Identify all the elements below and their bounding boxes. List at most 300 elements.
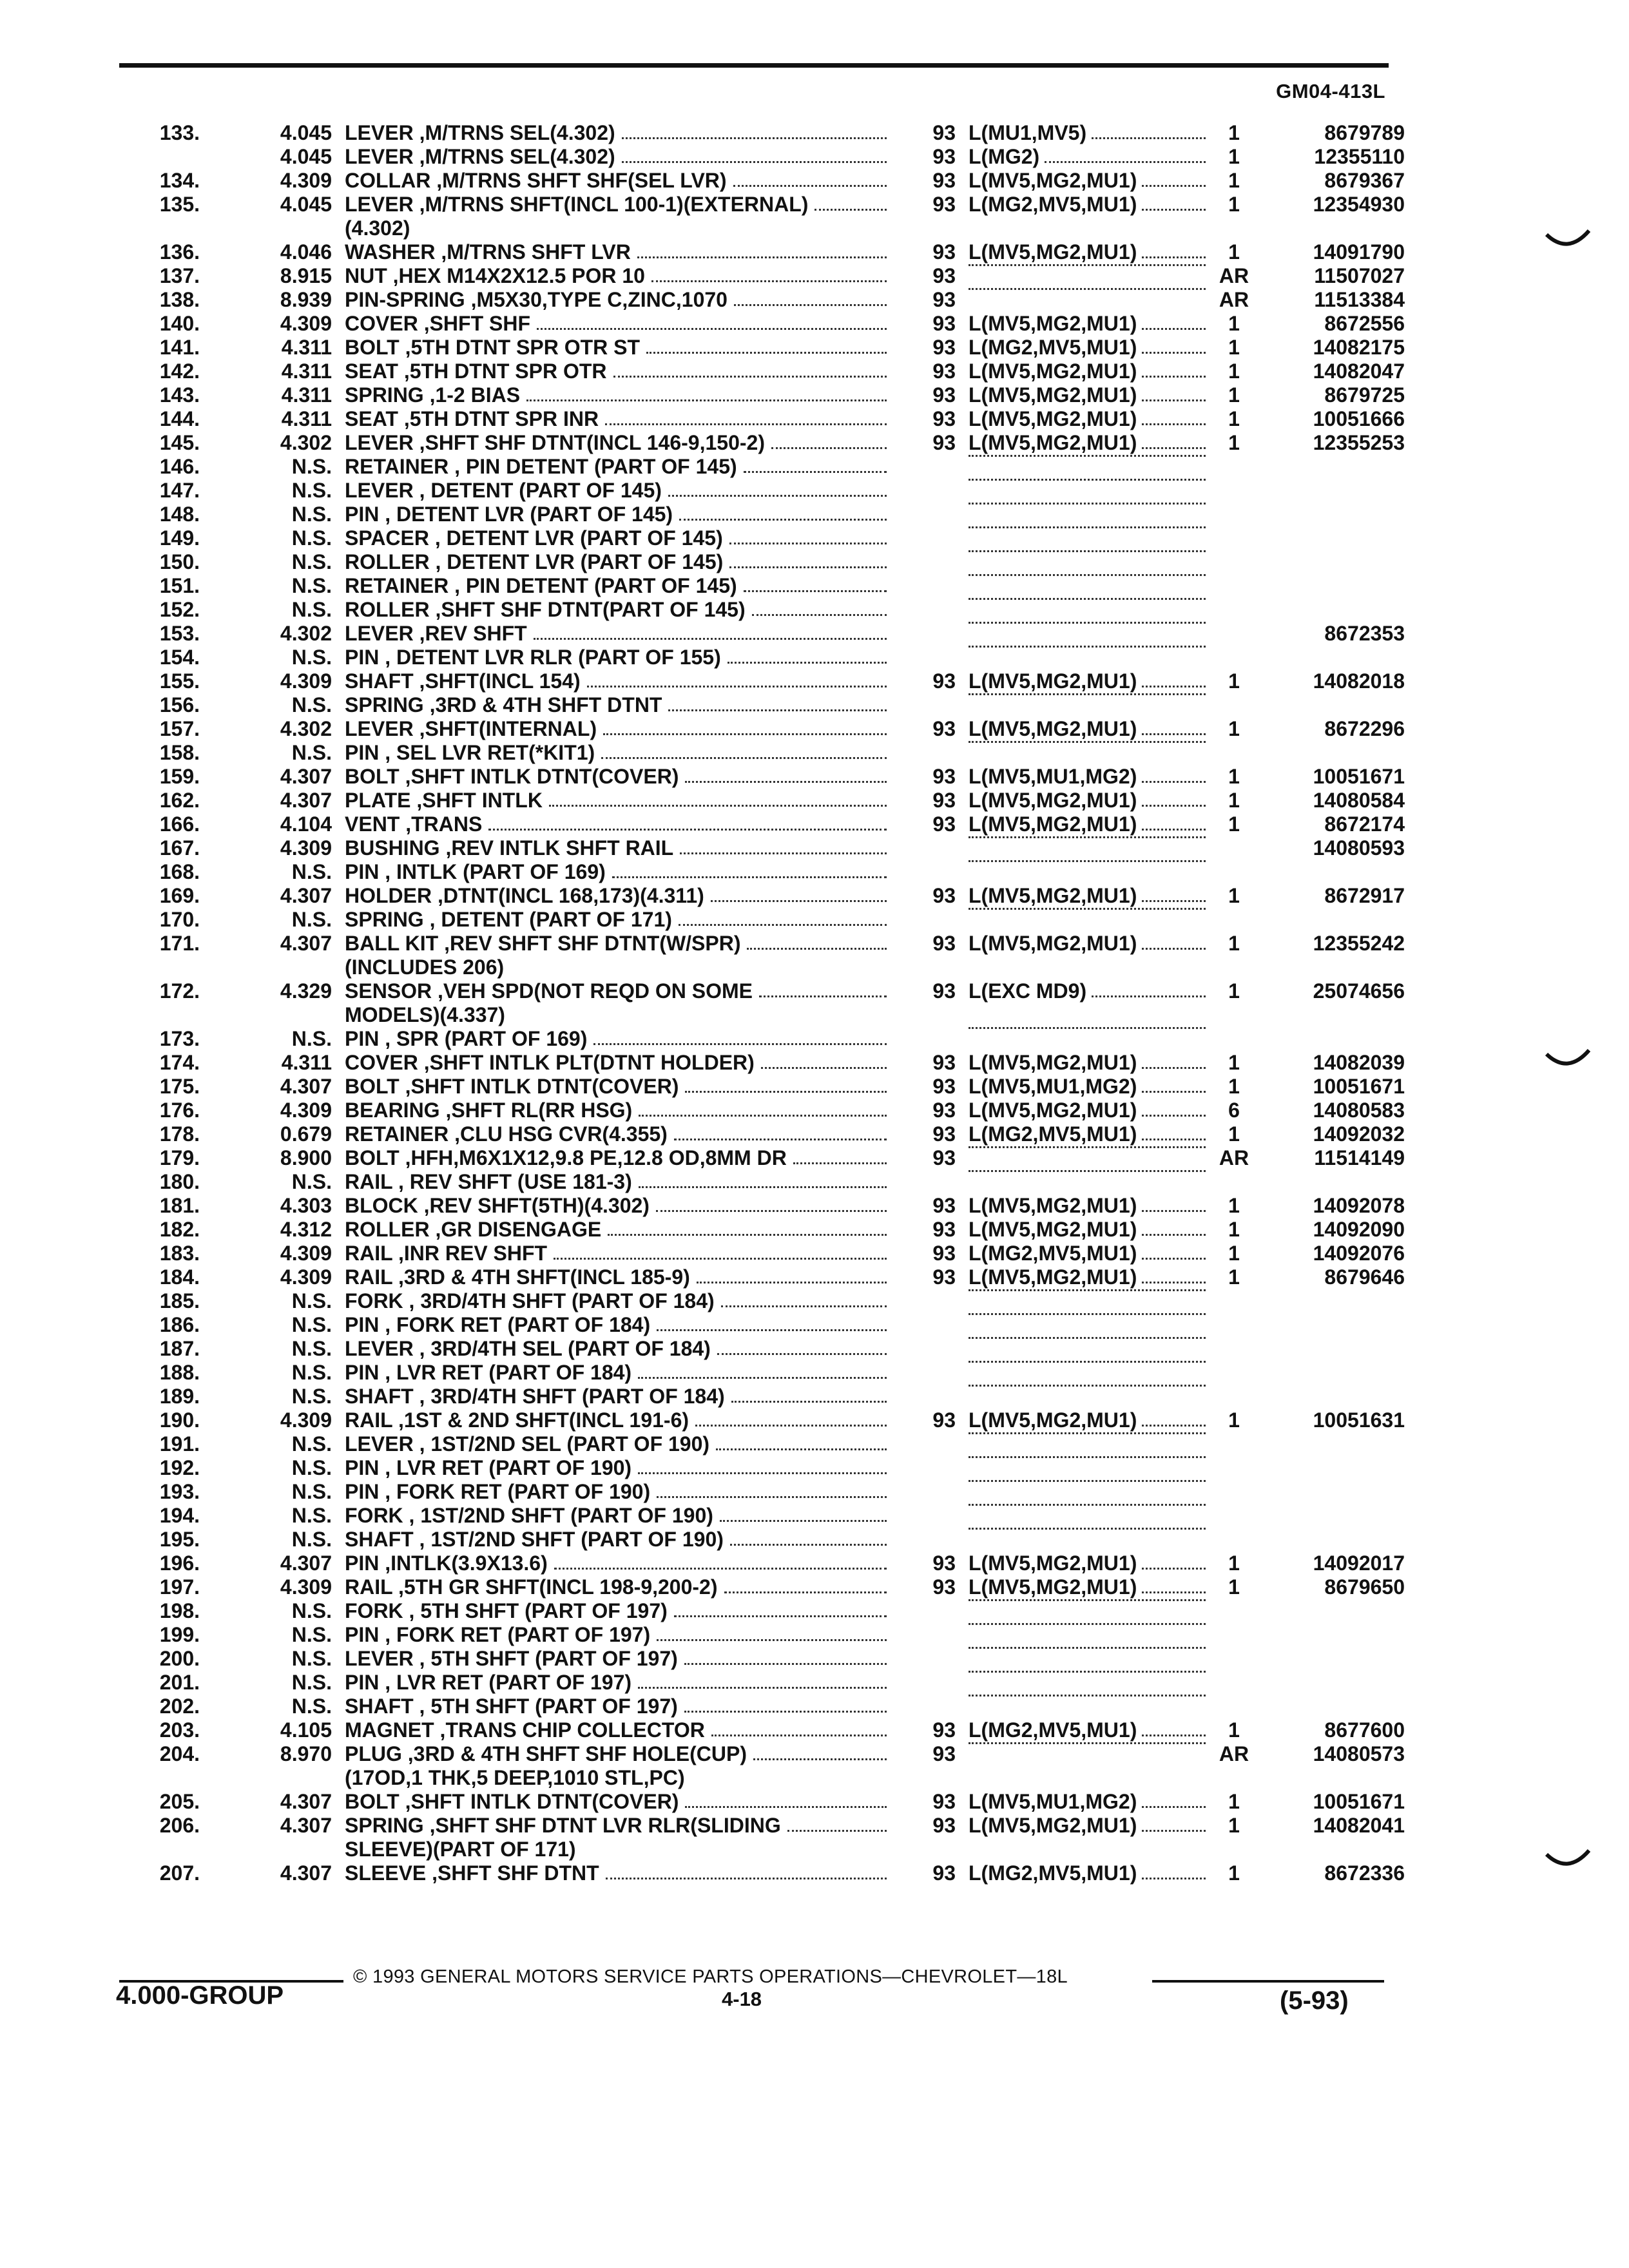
usage-code: L(MV5,MG2,MU1) <box>969 1575 1137 1599</box>
group-number: 4.045 <box>280 121 332 144</box>
group-number: N.S. <box>291 646 332 669</box>
quantity: 1 <box>1228 1790 1240 1813</box>
dot-leader <box>969 836 1206 838</box>
quantity: 1 <box>1228 1408 1240 1432</box>
part-number: 14092017 <box>1313 1552 1405 1575</box>
model-year: 93 <box>932 1861 956 1885</box>
group-number: N.S. <box>291 1480 332 1503</box>
model-year: 93 <box>932 1265 956 1289</box>
usage-code: L(MV5,MU1,MG2) <box>969 765 1137 788</box>
model-year: 93 <box>932 336 956 359</box>
group-number: 4.307 <box>280 932 332 955</box>
part-number: 8672917 <box>1324 884 1405 907</box>
usage-cell <box>956 479 1208 503</box>
table-row <box>97 550 1405 574</box>
quantity: 1 <box>1228 1861 1240 1885</box>
model-year <box>894 646 956 669</box>
dot-leader <box>657 1496 887 1498</box>
dot-leader <box>759 995 887 997</box>
part-number: 14082041 <box>1313 1814 1405 1837</box>
quantity <box>1208 908 1260 932</box>
ref-number: 150. <box>159 550 200 573</box>
usage-cell <box>956 121 1208 145</box>
model-year <box>894 1695 956 1718</box>
parts-table <box>97 121 1405 1885</box>
description-cell <box>332 1790 894 1814</box>
usage-cell <box>956 860 1208 884</box>
model-year <box>894 622 956 646</box>
description-cell <box>332 169 894 193</box>
ref-number: 194. <box>159 1504 200 1527</box>
model-year <box>894 741 956 765</box>
part-number: 11507027 <box>1314 264 1405 287</box>
part-number <box>1260 860 1405 884</box>
part-number: 14092090 <box>1313 1218 1405 1241</box>
dot-leader <box>679 924 887 926</box>
quantity <box>1208 1599 1260 1623</box>
usage-code: L(MG2,MV5,MU1) <box>969 1122 1137 1146</box>
usage-code: L(MG2,MV5,MU1) <box>969 193 1137 216</box>
group-number: 4.303 <box>280 1194 332 1217</box>
part-number: 8677600 <box>1324 1718 1405 1742</box>
quantity <box>1208 1504 1260 1528</box>
header-rule <box>119 63 1389 68</box>
dot-leader <box>969 1623 1206 1625</box>
ref-number: 173. <box>159 1027 200 1050</box>
ref-number: 134. <box>159 169 200 192</box>
part-number <box>1260 693 1405 717</box>
description-continued: MODELS)(4.337) <box>345 1003 505 1026</box>
ref-number: 191. <box>159 1432 200 1456</box>
dot-leader <box>488 829 887 831</box>
dot-leader <box>651 280 887 282</box>
group-number: 4.311 <box>281 336 332 359</box>
table-row <box>97 264 1405 288</box>
table-row <box>97 526 1405 550</box>
ref-number: 183. <box>159 1242 200 1265</box>
ref-number: 151. <box>159 574 200 597</box>
dot-leader <box>668 495 887 497</box>
model-year: 93 <box>932 812 956 836</box>
group-number: 4.046 <box>280 240 332 264</box>
quantity: 1 <box>1228 1075 1240 1098</box>
description-cell <box>332 407 894 431</box>
description-cell <box>332 1313 894 1337</box>
group-number: 4.307 <box>280 884 332 907</box>
ref-number: 169. <box>159 884 200 907</box>
table-row <box>97 169 1405 193</box>
table-row <box>97 574 1405 598</box>
usage-cell <box>956 1432 1208 1456</box>
description: COLLAR ,M/TRNS SHFT SHF(SEL LVR) <box>345 169 727 192</box>
table-row <box>97 383 1405 407</box>
part-number: 10051671 <box>1313 765 1405 788</box>
description-cell <box>332 1289 894 1313</box>
ref-number: 136. <box>159 240 200 264</box>
description-cell <box>332 693 894 717</box>
ref-number: 180. <box>159 1170 200 1193</box>
model-year: 93 <box>932 884 956 907</box>
quantity <box>1208 1480 1260 1504</box>
model-year: 93 <box>932 1194 956 1217</box>
model-year: 93 <box>932 288 956 311</box>
ref-number: 145. <box>159 431 200 454</box>
quantity: 1 <box>1228 169 1240 192</box>
ref-number: 148. <box>159 503 200 526</box>
dot-leader <box>554 1258 887 1260</box>
description-cell <box>332 312 894 336</box>
table-row <box>97 1814 1405 1861</box>
ref-number: 168. <box>159 860 200 883</box>
usage-cell <box>956 1027 1208 1051</box>
group-number: N.S. <box>291 1695 332 1718</box>
usage-code: L(MV5,MG2,MU1) <box>969 383 1137 407</box>
dot-leader <box>668 709 887 711</box>
group-number: 4.311 <box>281 1051 332 1074</box>
usage-cell <box>956 979 1208 1027</box>
table-row <box>97 455 1405 479</box>
table-row <box>97 121 1405 145</box>
part-number <box>1260 1170 1405 1194</box>
dot-leader <box>969 598 1206 600</box>
table-row <box>97 1647 1405 1671</box>
usage-code: L(MV5,MG2,MU1) <box>969 312 1137 335</box>
ref-number: 166. <box>159 812 200 836</box>
description: BALL KIT ,REV SHFT SHF DTNT(W/SPR) <box>345 932 741 955</box>
group-number: N.S. <box>291 1599 332 1622</box>
dot-leader <box>601 757 887 759</box>
table-row <box>97 1528 1405 1552</box>
ref-number: 156. <box>159 693 200 716</box>
quantity <box>1208 1289 1260 1313</box>
group-number: 8.939 <box>280 288 332 311</box>
description-cell <box>332 1528 894 1552</box>
usage-cell <box>956 1218 1208 1242</box>
description-cell <box>332 1861 894 1885</box>
description-cell <box>332 1695 894 1718</box>
usage-cell <box>956 1504 1208 1528</box>
description: FORK , 5TH SHFT (PART OF 197) <box>345 1599 668 1622</box>
description-cell <box>332 1361 894 1385</box>
dot-leader <box>730 1544 887 1546</box>
group-number: 4.309 <box>280 312 332 335</box>
dot-leader <box>554 1568 887 1570</box>
description-cell <box>332 1432 894 1456</box>
table-row <box>97 1099 1405 1122</box>
ref-number: 207. <box>159 1861 200 1885</box>
footer-group-label: 4.000-GROUP <box>116 1981 284 2010</box>
model-year <box>894 1170 956 1194</box>
description: BOLT ,5TH DTNT SPR OTR ST <box>345 336 641 359</box>
model-year: 93 <box>932 1718 956 1742</box>
binder-mark-icon <box>1545 1049 1590 1075</box>
description: PLUG ,3RD & 4TH SHFT SHF HOLE(CUP) <box>345 1742 747 1765</box>
dot-leader <box>1142 1282 1206 1283</box>
description-cell <box>332 574 894 598</box>
description: SPRING ,SHFT SHF DTNT LVR RLR(SLIDING <box>345 1814 781 1837</box>
part-number: 12354930 <box>1313 193 1405 216</box>
quantity <box>1208 646 1260 669</box>
dot-leader <box>1092 137 1206 139</box>
model-year: 93 <box>932 431 956 454</box>
table-row <box>97 1242 1405 1265</box>
table-row <box>97 145 1405 169</box>
model-year: 93 <box>932 789 956 812</box>
dot-leader <box>724 1591 887 1593</box>
ref-number: 195. <box>159 1528 200 1551</box>
description-continued: (17OD,1 THK,5 DEEP,1010 STL,PC) <box>345 1766 685 1789</box>
quantity: 1 <box>1228 431 1240 454</box>
dot-leader <box>744 471 887 473</box>
group-number: N.S. <box>291 574 332 597</box>
description: SPRING ,3RD & 4TH SHFT DTNT <box>345 693 662 716</box>
dot-leader <box>605 423 887 425</box>
table-row <box>97 360 1405 383</box>
usage-code: L(MV5,MG2,MU1) <box>969 407 1137 430</box>
group-number: 4.307 <box>280 1790 332 1813</box>
usage-code: L(MV5,MG2,MU1) <box>969 360 1137 383</box>
ref-number: 137. <box>159 264 200 287</box>
footer-date: (5-93) <box>1280 1986 1349 2015</box>
quantity: 1 <box>1228 145 1240 168</box>
part-number <box>1260 1671 1405 1695</box>
model-year: 93 <box>932 407 956 430</box>
table-row <box>97 1599 1405 1623</box>
dot-leader <box>1142 352 1206 354</box>
part-number: 8672353 <box>1324 622 1405 645</box>
model-year: 93 <box>932 169 956 192</box>
usage-code: L(MG2,MV5,MU1) <box>969 1861 1137 1885</box>
group-number: 4.302 <box>280 622 332 645</box>
ref-number: 153. <box>159 622 200 645</box>
description-cell <box>332 1408 894 1432</box>
description-cell <box>332 431 894 455</box>
group-number: 4.309 <box>280 1099 332 1122</box>
description-cell <box>332 336 894 360</box>
dot-leader <box>587 686 887 687</box>
model-year <box>894 1289 956 1313</box>
description: RAIL ,1ST & 2ND SHFT(INCL 191-6) <box>345 1408 689 1432</box>
description-cell <box>332 1575 894 1599</box>
quantity: 1 <box>1228 193 1240 216</box>
usage-cell <box>956 288 1208 312</box>
dot-leader <box>969 1170 1206 1172</box>
model-year: 93 <box>932 1099 956 1122</box>
ref-number: 197. <box>159 1575 200 1599</box>
model-year <box>894 1432 956 1456</box>
quantity: 1 <box>1228 336 1240 359</box>
usage-cell <box>956 598 1208 622</box>
dot-leader <box>969 860 1206 862</box>
group-number: N.S. <box>291 693 332 716</box>
dot-leader <box>711 1735 887 1736</box>
description-cell <box>332 121 894 145</box>
description-cell <box>332 1051 894 1075</box>
description: BUSHING ,REV INTLK SHFT RAIL <box>345 836 674 860</box>
part-number <box>1260 1313 1405 1337</box>
ref-number: 203. <box>159 1718 200 1742</box>
description: BOLT ,SHFT INTLK DTNT(COVER) <box>345 765 679 788</box>
part-number: 10051631 <box>1313 1408 1405 1432</box>
usage-cell <box>956 1313 1208 1337</box>
quantity: 1 <box>1228 717 1240 740</box>
usage-code: L(MV5,MG2,MU1) <box>969 812 1137 836</box>
footer-copyright: © 1993 GENERAL MOTORS SERVICE PARTS OPERATIONS—CHEVROLET—18L <box>353 1966 1068 1987</box>
group-number: N.S. <box>291 1361 332 1384</box>
ref-number: 196. <box>159 1552 200 1575</box>
ref-number: 141. <box>159 336 200 359</box>
quantity <box>1208 836 1260 860</box>
group-number: N.S. <box>291 1337 332 1360</box>
dot-leader <box>815 209 887 211</box>
table-row <box>97 1480 1405 1504</box>
dot-leader <box>1142 423 1206 425</box>
usage-cell <box>956 550 1208 574</box>
model-year: 93 <box>932 1742 956 1765</box>
usage-cell <box>956 1075 1208 1099</box>
ref-number: 178. <box>159 1122 200 1146</box>
table-row <box>97 622 1405 646</box>
usage-code: L(MV5,MG2,MU1) <box>969 669 1137 693</box>
dot-leader <box>549 805 887 807</box>
part-number: 11514149 <box>1314 1146 1405 1169</box>
quantity: 1 <box>1228 1194 1240 1217</box>
model-year: 93 <box>932 979 956 1003</box>
group-number: 4.309 <box>280 836 332 860</box>
model-year: 93 <box>932 360 956 383</box>
dot-leader <box>753 1758 887 1760</box>
ref-number: 146. <box>159 455 200 478</box>
ref-number: 184. <box>159 1265 200 1289</box>
quantity: 6 <box>1228 1099 1240 1122</box>
usage-cell <box>956 1647 1208 1671</box>
model-year <box>894 455 956 479</box>
description: BLOCK ,REV SHFT(5TH)(4.302) <box>345 1194 650 1217</box>
quantity <box>1208 1671 1260 1695</box>
dot-leader <box>729 566 887 568</box>
part-number <box>1260 1623 1405 1647</box>
group-number: 4.104 <box>280 812 332 836</box>
dot-leader <box>969 1480 1206 1482</box>
ref-number: 193. <box>159 1480 200 1503</box>
group-number: 4.329 <box>280 979 332 1003</box>
dot-leader <box>684 1663 887 1665</box>
usage-cell <box>956 503 1208 526</box>
part-number: 8679725 <box>1324 383 1405 407</box>
description-cell <box>332 884 894 908</box>
group-number: N.S. <box>291 1504 332 1527</box>
quantity: AR <box>1219 1146 1249 1169</box>
dot-leader <box>1142 1878 1206 1879</box>
table-row <box>97 1170 1405 1194</box>
part-number: 10051671 <box>1313 1075 1405 1098</box>
description-cell <box>332 908 894 932</box>
dot-leader <box>656 1210 887 1212</box>
group-number: N.S. <box>291 1170 332 1193</box>
model-year <box>894 860 956 884</box>
quantity: 1 <box>1228 789 1240 812</box>
usage-cell <box>956 1552 1208 1575</box>
description-cell <box>332 288 894 312</box>
description-cell <box>332 765 894 789</box>
group-number: 4.307 <box>280 789 332 812</box>
dot-leader <box>608 1234 887 1236</box>
description: SENSOR ,VEH SPD(NOT REQD ON SOME <box>345 979 753 1003</box>
quantity <box>1208 860 1260 884</box>
description: SHAFT , 3RD/4TH SHFT (PART OF 184) <box>345 1385 725 1408</box>
description: SEAT ,5TH DTNT SPR OTR <box>345 360 607 383</box>
quantity <box>1208 526 1260 550</box>
model-year: 93 <box>932 383 956 407</box>
model-year <box>894 1456 956 1480</box>
ref-number: 140. <box>159 312 200 335</box>
part-number <box>1260 1647 1405 1671</box>
group-number: N.S. <box>291 1456 332 1479</box>
description: LEVER ,M/TRNS SEL(4.302) <box>345 145 615 168</box>
usage-cell <box>956 383 1208 407</box>
group-number: 4.311 <box>281 383 332 407</box>
description: NUT ,HEX M14X2X12.5 POR 10 <box>345 264 645 287</box>
usage-cell <box>956 1337 1208 1361</box>
dot-leader <box>1142 1115 1206 1117</box>
quantity <box>1208 503 1260 526</box>
description: SPACER , DETENT LVR (PART OF 145) <box>345 526 723 550</box>
description-cell <box>332 669 894 693</box>
usage-cell <box>956 765 1208 789</box>
group-number: 4.307 <box>280 1861 332 1885</box>
ref-number: 143. <box>159 383 200 407</box>
part-number <box>1260 598 1405 622</box>
description-cell <box>332 455 894 479</box>
part-number: 14092078 <box>1313 1194 1405 1217</box>
usage-code: L(MV5,MG2,MU1) <box>969 1814 1137 1837</box>
description-cell <box>332 1671 894 1695</box>
description: PIN-SPRING ,M5X30,TYPE C,ZINC,1070 <box>345 288 728 311</box>
dot-leader <box>622 161 887 163</box>
ref-number: 171. <box>159 932 200 955</box>
quantity: 1 <box>1228 121 1240 144</box>
model-year: 93 <box>932 932 956 955</box>
quantity <box>1208 1337 1260 1361</box>
ref-number: 179. <box>159 1146 200 1169</box>
table-row <box>97 431 1405 455</box>
table-row <box>97 812 1405 836</box>
group-number: 4.045 <box>280 193 332 216</box>
description-cell <box>332 1385 894 1408</box>
dot-leader <box>969 1647 1206 1649</box>
part-number: 14092076 <box>1313 1242 1405 1265</box>
table-row <box>97 1146 1405 1170</box>
part-number: 11513384 <box>1314 288 1405 311</box>
quantity: AR <box>1219 264 1249 287</box>
part-number: 14082039 <box>1313 1051 1405 1074</box>
ref-number: 155. <box>159 669 200 693</box>
dot-leader <box>969 1456 1206 1458</box>
part-number <box>1260 1599 1405 1623</box>
model-year: 93 <box>932 1790 956 1813</box>
model-year <box>894 1671 956 1695</box>
description-cell <box>332 1218 894 1242</box>
description: COVER ,SHFT SHF <box>345 312 531 335</box>
usage-code: L(MV5,MG2,MU1) <box>969 932 1137 955</box>
description: BEARING ,SHFT RL(RR HSG) <box>345 1099 633 1122</box>
ref-number: 205. <box>159 1790 200 1813</box>
usage-cell <box>956 884 1208 908</box>
model-year: 93 <box>932 312 956 335</box>
usage-cell <box>956 336 1208 360</box>
dot-leader <box>613 376 887 378</box>
quantity <box>1208 455 1260 479</box>
